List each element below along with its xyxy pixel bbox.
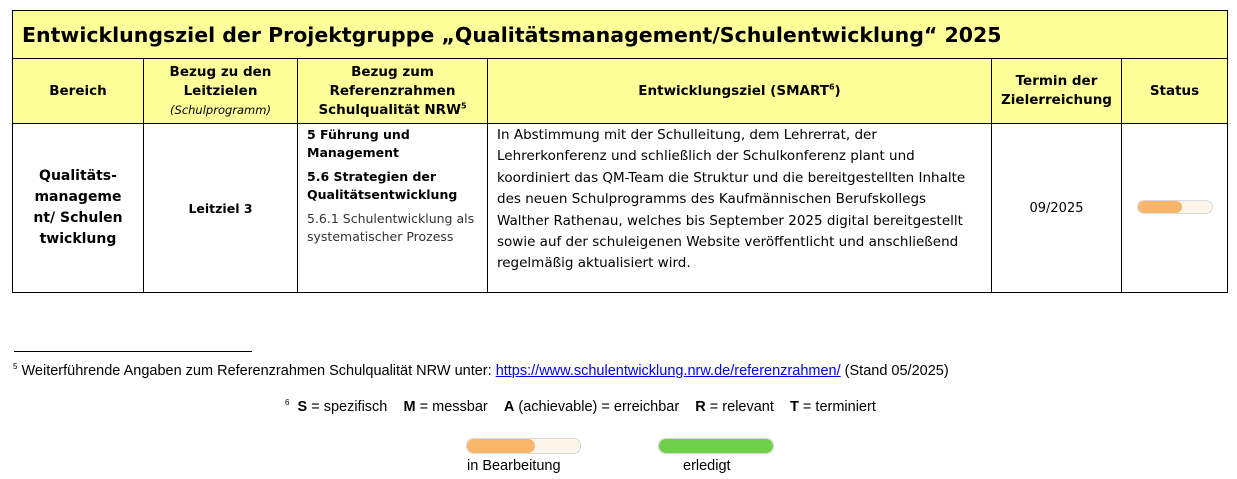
header-leitziele-label: Bezug zu den Leitzielen [169, 63, 272, 99]
cell-referenz [298, 124, 488, 293]
legend-done-bar [658, 438, 774, 454]
smart-t-val: = terminiert [798, 398, 876, 415]
smart-m-val: = messbar [415, 398, 488, 415]
legend-in-progress-bar [466, 438, 581, 454]
header-ziel [488, 59, 992, 124]
smart-t-key: T [790, 398, 799, 415]
footnote-6-mark: 6 [285, 398, 290, 407]
ref-dimension: 5.6 Strategien der Qualitätsentwicklung [307, 169, 458, 202]
legend-done-fill [659, 439, 773, 453]
header-referenz [298, 59, 488, 124]
cell-status [1122, 124, 1228, 293]
footnote-5-suffix: (Stand 05/2025) [840, 362, 949, 379]
ref-kriterium: 5.6.1 Schulentwicklung als systematischer Prozess [307, 211, 475, 244]
smart-a-key: A [503, 398, 515, 415]
bereich-text: Qualitäts-management/ Schulentwicklung [33, 168, 123, 247]
ref-bereich: 5 Führung und Management [307, 127, 410, 160]
smart-r-val: = relevant [705, 398, 774, 415]
footnote-ref-5: 5 [460, 101, 467, 110]
smart-s-key: S [297, 398, 308, 415]
referenzrahmen-link[interactable]: https://www.schulentwicklung.nrw.de/referenzrahmen/ [495, 362, 841, 379]
footnote-5 [13, 362, 949, 379]
header-ziel-end: ) [834, 82, 841, 99]
smart-s-val: = spezifisch [307, 398, 388, 415]
table-row [13, 124, 1228, 293]
header-termin: Termin der Zielerreichung [992, 59, 1122, 124]
header-ziel-label: Entwicklungsziel (SMART [638, 82, 829, 99]
header-leitziele-sub: (Schulprogramm) [170, 102, 271, 117]
smart-m-key: M [403, 398, 416, 415]
footnote-ref-6: 6 [828, 82, 835, 91]
header-status: Status [1122, 59, 1228, 124]
status-progress-bar [1137, 200, 1213, 214]
cell-bereich [13, 124, 144, 293]
footnote-5-text: Weiterführende Angaben zum Referenzrahmen Schulqualität NRW unter: [21, 362, 496, 379]
legend-done-label: erledigt [683, 458, 731, 474]
cell-ziel: In Abstimmung mit der Schulleitung, dem Lehrerrat, der Lehrerkonferenz und schließlich der Schulkonferenz plant und koordiniert das QM-Team die Struktur und die bereitgestellten Inhalte des neuen Schulprogramms des Kaufmännischen Berufskollegs Walther Rathenau, welches bis September 2025 digital bereitgestellt sowie auf der schuleigenen Website veröffentlicht und anschließend regelmäßig aktualisiert wird. [488, 124, 992, 293]
smart-a-val: (achievable) = erreichbar [514, 398, 680, 415]
legend-in-progress-fill [467, 439, 535, 453]
status-progress-fill [1138, 201, 1182, 213]
header-bereich: Bereich [13, 59, 144, 124]
header-referenz-label: Bezug zum Referenzrahmen Schulqualität NRW [318, 63, 461, 118]
legend-in-progress-label: in Bearbeitung [467, 458, 561, 474]
header-leitziele [144, 59, 298, 124]
cell-termin: 09/2025 [992, 124, 1122, 293]
footnote-5-mark: 5 [13, 362, 18, 371]
footnote-separator [14, 351, 252, 352]
footnote-6 [285, 398, 876, 415]
table-title: Entwicklungsziel der Projektgruppe „Qualitätsmanagement/Schulentwicklung“ 2025 [13, 11, 1228, 59]
goal-table [12, 10, 1228, 293]
cell-leitziel: Leitziel 3 [144, 124, 298, 293]
smart-r-key: R [695, 398, 706, 415]
